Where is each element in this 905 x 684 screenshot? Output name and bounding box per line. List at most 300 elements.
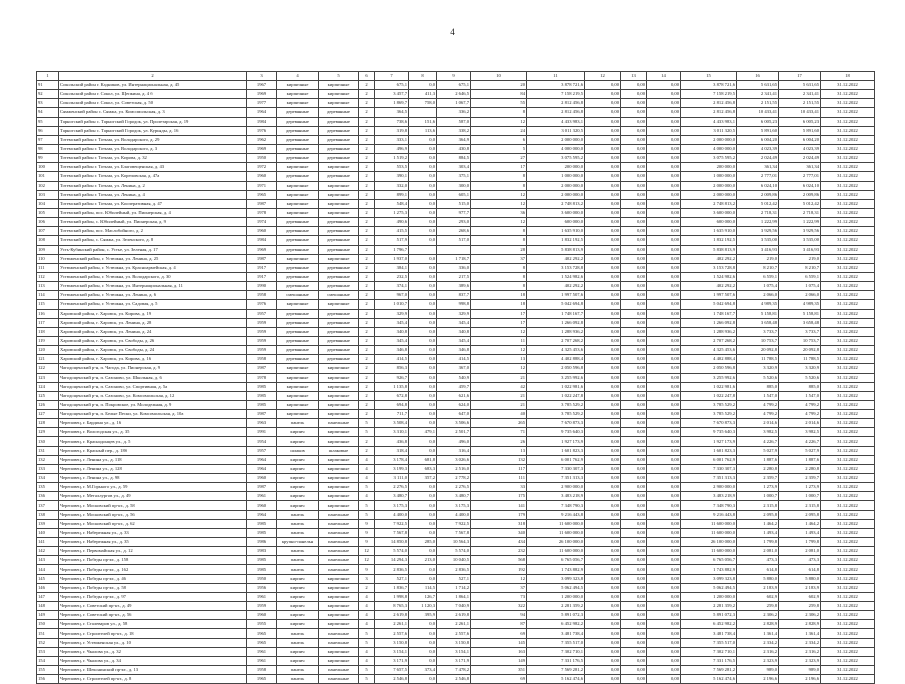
table-cell: 31.12.2022 — [821, 355, 875, 364]
table-cell: 2 000 000,0 — [527, 135, 585, 144]
table-cell: 1 075,4 — [737, 282, 779, 291]
table-cell: 6 005,23 — [737, 117, 779, 126]
column-header: 11 — [527, 72, 585, 81]
table-cell: 4 — [359, 464, 375, 473]
table-cell: 139 — [37, 519, 59, 528]
table-cell: 1985 — [247, 528, 277, 537]
table-cell: 0,00 — [647, 355, 681, 364]
table-cell: 0,00 — [585, 647, 621, 656]
column-header: 17 — [779, 72, 821, 81]
table-cell: деревянные — [277, 327, 319, 336]
table-cell: 1985 — [247, 391, 277, 400]
table-cell: 0,0 — [409, 190, 437, 199]
table-cell: 0,0 — [409, 227, 437, 236]
table-cell: крупно-панельн — [277, 538, 319, 547]
table-cell: 106 — [37, 218, 59, 227]
table-cell: 2 000 000,0 — [527, 190, 585, 199]
table-cell: 402 292,2 — [527, 282, 585, 291]
table-cell: 0,00 — [621, 245, 647, 254]
table-cell: Харовский район, г. Харовск, ул. Свободы, д. 26 — [59, 336, 247, 345]
table-cell: 0,00 — [621, 501, 647, 510]
table-cell: 340,8 — [375, 327, 409, 336]
table-cell: 430,8 — [437, 144, 471, 153]
table-cell: 104 — [37, 199, 59, 208]
table-cell: 31.12.2022 — [821, 592, 875, 601]
table-cell: деревянные — [277, 135, 319, 144]
table-cell: 4 799,2 — [737, 410, 779, 419]
table-cell: 31.12.2022 — [821, 245, 875, 254]
table-cell: 117 — [471, 464, 527, 473]
table-cell: деревянные — [277, 272, 319, 281]
table-cell: 2 — [359, 291, 375, 300]
table-cell: 14 294,3 — [375, 556, 409, 565]
table-cell: кирпичные — [277, 254, 319, 263]
table-row — [37, 108, 875, 117]
table-cell: 346,8 — [375, 346, 409, 355]
table-row — [37, 611, 875, 620]
table-cell: 146 — [37, 583, 59, 592]
table-row — [37, 373, 875, 382]
table-cell: 4 799,2 — [779, 410, 821, 419]
table-cell: 1 288 936,2 — [681, 327, 737, 336]
table-cell: 4 433 983,1 — [681, 117, 737, 126]
table-cell: 7 478,2 — [437, 666, 471, 675]
table-cell: 130 — [37, 437, 59, 446]
table-cell: 5 574,0 — [437, 547, 471, 556]
table-cell: 1978 — [247, 373, 277, 382]
table-cell: 587,0 — [437, 117, 471, 126]
table-cell: кирпичные — [319, 410, 359, 419]
table-cell: 1 869,7 — [375, 99, 409, 108]
table-cell: 140 — [37, 528, 59, 537]
table-cell: 109 — [37, 245, 59, 254]
table-cell: 329,9 — [375, 309, 409, 318]
table-cell: 36 — [471, 208, 527, 217]
table-cell: 31.12.2022 — [821, 629, 875, 638]
table-row — [37, 309, 875, 318]
table-cell: 1965 — [247, 190, 277, 199]
table-cell: 0,0 — [409, 446, 437, 455]
table-cell: 2 646,5 — [437, 90, 471, 99]
table-cell: 0,00 — [647, 455, 681, 464]
table-cell: 0,0 — [409, 218, 437, 227]
table-cell: 2 281 359,2 — [527, 602, 585, 611]
table-cell: 2 — [359, 90, 375, 99]
table-cell: 147 — [37, 592, 59, 601]
table-cell: 33 — [471, 483, 527, 492]
table-cell: 0,0 — [409, 81, 437, 90]
table-cell: 0,00 — [585, 437, 621, 446]
table-cell: 31.12.2022 — [821, 154, 875, 163]
table-cell: 0,0 — [409, 492, 437, 501]
table-cell: 31.12.2022 — [821, 181, 875, 190]
table-cell: 473,3 — [737, 556, 779, 565]
table-cell: 338,2 — [437, 126, 471, 135]
table-cell: 0,0 — [409, 282, 437, 291]
table-cell: 132 — [471, 455, 527, 464]
table-cell: 675,1 — [375, 81, 409, 90]
table-cell: кирпичные — [277, 81, 319, 90]
table-cell: 0,00 — [585, 675, 621, 684]
table-cell: 568 — [471, 556, 527, 565]
table-cell: 0,00 — [647, 428, 681, 437]
table-cell: 0,00 — [647, 419, 681, 428]
table-cell: 322 — [471, 602, 527, 611]
table-cell: 2 196,6 — [737, 675, 779, 684]
table-cell: Харовский район, г. Харовск, ул. Кирова, д. 19 — [59, 309, 247, 318]
table-row — [37, 483, 875, 492]
table-cell: 0,00 — [647, 90, 681, 99]
table-cell: 0,00 — [647, 99, 681, 108]
table-cell: 2 183,9 — [737, 583, 779, 592]
table-cell: 31.12.2022 — [821, 108, 875, 117]
table-cell: 2 014,6 — [779, 419, 821, 428]
table-cell: 7 670 873,3 — [681, 419, 737, 428]
table-cell: 31.12.2022 — [821, 227, 875, 236]
table-cell: 31.12.2022 — [821, 373, 875, 382]
table-cell: 2 151,55 — [779, 99, 821, 108]
table-cell: 0,00 — [585, 227, 621, 236]
table-cell: кирпичные — [319, 483, 359, 492]
table-cell: 2 836,5 — [437, 565, 471, 574]
table-cell: 1987 — [247, 410, 277, 419]
table-cell: 0,00 — [621, 99, 647, 108]
table-cell: панельные — [319, 565, 359, 574]
table-cell: 3 457,7 — [375, 90, 409, 99]
table-cell: 2 — [359, 272, 375, 281]
table-cell: 1963 — [247, 419, 277, 428]
table-cell: 2 812 456,8 — [527, 99, 585, 108]
table-cell: 0,0 — [409, 620, 437, 629]
table-cell: 2 081,0 — [737, 547, 779, 556]
table-cell: кирпич — [277, 574, 319, 583]
table-cell: 152 — [37, 638, 59, 647]
table-cell: 69 — [471, 629, 527, 638]
table-cell: 2 306,2 — [737, 611, 779, 620]
table-cell: 116 — [37, 309, 59, 318]
table-row — [37, 474, 875, 483]
table-cell: 2 009,86 — [779, 190, 821, 199]
table-cell: 0,00 — [647, 538, 681, 547]
table-cell: 4 989,35 — [737, 300, 779, 309]
table-cell: 1962 — [247, 135, 277, 144]
table-cell: 1 601 823,3 — [527, 446, 585, 455]
table-cell: Устюженский район, г. Устюжна, ул. Ленина, д. 6 — [59, 291, 247, 300]
table-cell: 10 433,41 — [779, 108, 821, 117]
table-cell: 318,4 — [375, 446, 409, 455]
table-cell: 1961 — [247, 492, 277, 501]
table-cell: 0,00 — [585, 565, 621, 574]
table-cell: 0,00 — [585, 327, 621, 336]
table-cell: 0,0 — [409, 163, 437, 172]
table-cell: 2 812 456,8 — [681, 108, 737, 117]
table-cell: деревянные — [277, 172, 319, 181]
table-cell: кирпичные — [319, 99, 359, 108]
table-cell: 12 — [471, 199, 527, 208]
table-cell: 605,1 — [437, 190, 471, 199]
table-body — [37, 81, 875, 684]
table-row — [37, 666, 875, 675]
table-cell: 384,1 — [375, 263, 409, 272]
table-cell: кирпичные — [277, 199, 319, 208]
table-cell: 0,00 — [647, 227, 681, 236]
table-cell: 31.12.2022 — [821, 565, 875, 574]
table-cell: 7 040,9 — [437, 602, 471, 611]
table-cell: 4 — [359, 647, 375, 656]
table-cell: 2 — [359, 236, 375, 245]
table-cell — [437, 245, 471, 254]
table-row — [37, 300, 875, 309]
table-cell: 0,0 — [409, 291, 437, 300]
table-cell: 527,1 — [437, 574, 471, 583]
table-cell: смешанные — [277, 291, 319, 300]
table-cell: 2 — [359, 190, 375, 199]
table-cell: 31.12.2022 — [821, 309, 875, 318]
table-cell: Череповец, г. Победы пр-кт., д. 162 — [59, 565, 247, 574]
table-cell: кирпичные — [319, 428, 359, 437]
table-cell: 5 162 474,6 — [681, 675, 737, 684]
table-row — [37, 519, 875, 528]
table-cell: 7 567,8 — [375, 528, 409, 537]
table-cell: 1985 — [247, 519, 277, 528]
table-cell: 0,00 — [621, 181, 647, 190]
table-cell: 0,00 — [585, 666, 621, 675]
table-cell: 0,00 — [585, 81, 621, 90]
table-cell: 11 600 000,0 — [681, 519, 737, 528]
table-cell: 219,0 — [779, 254, 821, 263]
table-cell: 1976 — [247, 300, 277, 309]
table-cell: 624,0 — [437, 400, 471, 409]
table-cell: 3 535,00 — [737, 236, 779, 245]
table-cell: 1 288 936,2 — [527, 327, 585, 336]
column-header: 2 — [59, 72, 247, 81]
table-cell: 1 718,7 — [437, 254, 471, 263]
table-cell: панельные — [319, 519, 359, 528]
table-cell: 2 778,2 — [437, 474, 471, 483]
table-cell: 0,0 — [409, 144, 437, 153]
table-cell: 148 — [37, 602, 59, 611]
table-cell: 3 320,9 — [737, 364, 779, 373]
table-row — [37, 492, 875, 501]
table-cell: 96 — [37, 126, 59, 135]
table-row — [37, 135, 875, 144]
table-cell: Сямженский район с. Сямжа, ул. Комсомольская, д. 3 — [59, 108, 247, 117]
table-cell: 2 — [359, 108, 375, 117]
table-cell: 527,1 — [375, 574, 409, 583]
table-cell: 0,00 — [621, 647, 647, 656]
table-cell: 31.12.2022 — [821, 272, 875, 281]
table-cell: 84 — [471, 90, 527, 99]
table-cell: 5 062 494,5 — [681, 583, 737, 592]
table-cell: кирпичные — [319, 254, 359, 263]
table-cell: Тотемский район г. Тотьма, ул. Ленина, д. 2 — [59, 181, 247, 190]
table-cell: 0,00 — [647, 218, 681, 227]
table-row — [37, 172, 875, 181]
table-cell: 99 — [37, 154, 59, 163]
table-cell: Тотемский район, пос. Маслобойного, д. 2 — [59, 227, 247, 236]
table-cell: 31.12.2022 — [821, 126, 875, 135]
housing-registry-table — [36, 71, 875, 684]
table-cell: 4 400,0 — [437, 510, 471, 519]
table-row — [37, 81, 875, 90]
table-cell: 6 024,10 — [737, 181, 779, 190]
table-cell: 26 100 000,0 — [681, 538, 737, 547]
table-cell: 7 569 281,2 — [681, 666, 737, 675]
table-cell: 0,00 — [585, 126, 621, 135]
column-header: 13 — [621, 72, 647, 81]
table-cell: 31.12.2022 — [821, 382, 875, 391]
table-cell: 8 — [471, 227, 527, 236]
table-cell: кирпичные — [319, 492, 359, 501]
table-cell: 856,3 — [375, 364, 409, 373]
table-row — [37, 464, 875, 473]
table-cell: 7 331 176,5 — [681, 656, 737, 665]
table-cell: 4 023,39 — [737, 144, 779, 153]
table-cell: 0,00 — [647, 565, 681, 574]
table-cell: 0,00 — [585, 528, 621, 537]
table-cell: 20 — [471, 81, 527, 90]
table-cell: 105 — [37, 208, 59, 217]
table-cell: панель — [277, 675, 319, 684]
table-cell: 3 480,7 — [375, 492, 409, 501]
table-cell: 1 464,2 — [779, 519, 821, 528]
table-cell: 122 — [37, 364, 59, 373]
table-cell: 2 009,86 — [737, 190, 779, 199]
table-cell: 0,00 — [585, 638, 621, 647]
table-cell: 3 481 738,4 — [527, 629, 585, 638]
table-cell: 133 — [37, 464, 59, 473]
table-cell: 1957 — [247, 309, 277, 318]
table-cell: кирпичные — [319, 656, 359, 665]
table-row — [37, 538, 875, 547]
table-cell: 5 062 494,5 — [527, 583, 585, 592]
table-row — [37, 90, 875, 99]
table-cell: 3 153 728,8 — [681, 263, 737, 272]
table-row — [37, 446, 875, 455]
table-cell: 0,00 — [621, 199, 647, 208]
table-cell: 0,00 — [647, 364, 681, 373]
table-cell: 31.12.2022 — [821, 172, 875, 181]
table-cell: 7 158 219,5 — [681, 90, 737, 99]
table-cell: 1976 — [247, 126, 277, 135]
table-cell: 31.12.2022 — [821, 346, 875, 355]
table-cell: 0,00 — [647, 501, 681, 510]
table-cell: кирпичные — [319, 163, 359, 172]
table-cell: Череповец, г. Победы пр-кт., д. 58 — [59, 583, 247, 592]
table-cell: 548,4 — [375, 199, 409, 208]
table-cell: 0,0 — [409, 565, 437, 574]
table-cell: 0,00 — [647, 272, 681, 281]
table-cell: 6 005,23 — [779, 117, 821, 126]
table-cell: 10 753,7 — [779, 336, 821, 345]
table-cell: 285,0 — [409, 538, 437, 547]
table-cell: 0,0 — [409, 199, 437, 208]
table-cell: 1 927 173,9 — [681, 437, 737, 446]
table-cell: деревянные — [319, 272, 359, 281]
table-cell: 137 — [37, 501, 59, 510]
table-cell: 1954 — [247, 437, 277, 446]
table-row — [37, 227, 875, 236]
table-cell: 3 011 320,5 — [527, 126, 585, 135]
table-cell: 7 351 313,3 — [527, 474, 585, 483]
table-cell: 989,0 — [737, 666, 779, 675]
table-cell: 5 631,65 — [779, 81, 821, 90]
table-cell: 0,0 — [409, 236, 437, 245]
table-cell: 2 — [359, 336, 375, 345]
table-cell: 4 799,2 — [737, 400, 779, 409]
table-cell: Череповец, г. Строителей пр-кт., д. 8 — [59, 675, 247, 684]
table-cell: 0,00 — [647, 126, 681, 135]
table-cell: 4 325 453,6 — [681, 346, 737, 355]
table-cell: 2 000 000,0 — [681, 135, 737, 144]
table-cell: деревянные — [277, 282, 319, 291]
table-cell: 10 753,7 — [737, 336, 779, 345]
table-cell: 1 266 092,8 — [527, 318, 585, 327]
table-cell: 1958 — [247, 355, 277, 364]
table-cell: кирпичные — [319, 364, 359, 373]
table-cell: 1 748 167,7 — [527, 309, 585, 318]
table-cell: 0,00 — [647, 300, 681, 309]
table-cell: 3 600 000,0 — [681, 208, 737, 217]
table-cell: кирпичные — [277, 364, 319, 373]
table-cell: кирпичные — [319, 373, 359, 382]
table-cell: 31.12.2022 — [821, 300, 875, 309]
table-cell: 7 158 219,5 — [527, 90, 585, 99]
table-cell: 1961 — [247, 656, 277, 665]
table-row — [37, 574, 875, 583]
table-cell: 0,00 — [621, 602, 647, 611]
table-cell: 389,6 — [437, 282, 471, 291]
table-cell: 3 111,0 — [375, 474, 409, 483]
table-cell: 6 765 056,7 — [527, 556, 585, 565]
table-cell: 1960 — [247, 611, 277, 620]
table-cell: кирпичные — [319, 199, 359, 208]
table-cell: 1959 — [247, 336, 277, 345]
table-cell: 1967 — [247, 81, 277, 90]
table-cell: 496,9 — [375, 144, 409, 153]
table-cell: 0,00 — [585, 355, 621, 364]
table-cell: 123 — [37, 373, 59, 382]
table-cell: 600 000,0 — [681, 218, 737, 227]
table-cell: 1 075,4 — [779, 282, 821, 291]
table-cell: 1 493,4 — [779, 528, 821, 537]
table-cell: 31.12.2022 — [821, 318, 875, 327]
table-cell: 0,00 — [585, 583, 621, 592]
table-cell: 145 — [471, 638, 527, 647]
table-cell: 11 788,5 — [737, 355, 779, 364]
table-cell: 259,8 — [737, 602, 779, 611]
table-cell: 0,00 — [585, 263, 621, 272]
table-row — [37, 556, 875, 565]
table-row — [37, 254, 875, 263]
table-cell: 11 600 000,0 — [681, 547, 737, 556]
table-cell: 31.12.2022 — [821, 327, 875, 336]
table-cell: Тотемский район г. Тотьма, ул. Кирова, д. 32 — [59, 154, 247, 163]
table-cell: 153 — [37, 647, 59, 656]
table-cell: 9 — [359, 538, 375, 547]
table-cell: 26 100 000,0 — [527, 538, 585, 547]
table-cell: 2 812 456,8 — [527, 108, 585, 117]
table-cell: 103 — [37, 190, 59, 199]
table-cell: 1969 — [247, 144, 277, 153]
table-cell: кирпичные — [319, 501, 359, 510]
table-cell: 0,00 — [647, 620, 681, 629]
table-row — [37, 263, 875, 272]
page-number: 4 — [450, 27, 455, 37]
table-cell: деревянные — [319, 135, 359, 144]
table-cell: панельные — [319, 666, 359, 675]
table-cell: 2 — [359, 227, 375, 236]
